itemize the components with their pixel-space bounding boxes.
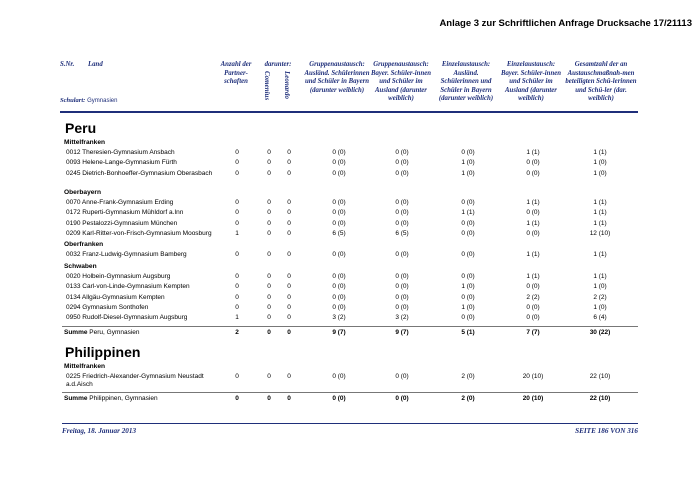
cell-comenius: 0	[267, 272, 271, 280]
cell-anzahl: 1	[235, 314, 239, 322]
cell-anzahl: 0	[235, 372, 239, 380]
cell-anzahl: 0	[235, 219, 239, 227]
table-row	[62, 169, 638, 187]
cell-leonardo: 0	[287, 303, 291, 311]
header-snr: S.Nr.	[60, 61, 75, 68]
cell-comenius: 0	[267, 314, 271, 322]
cell-comenius: 0	[267, 219, 271, 227]
table-row	[62, 208, 638, 218]
summary-cell-gesamtzahl: 22 (10)	[589, 394, 611, 402]
school-name: 0070 Anne-Frank-Gymnasium Erding	[66, 198, 174, 206]
cell-gruppen-bayer: 3 (2)	[395, 314, 409, 322]
cell-gruppen-auslaend: 0 (0)	[332, 272, 346, 280]
header-schulart-value: Gymnasien	[87, 98, 118, 104]
cell-gruppen-bayer: 0 (0)	[395, 219, 409, 227]
cell-gesamtzahl: 1 (1)	[593, 149, 607, 156]
table-row	[62, 148, 638, 158]
cell-gruppen-bayer: 0 (0)	[395, 283, 409, 291]
header-comenius: Comenius	[263, 71, 271, 101]
cell-einzel-auslaend: 0 (0)	[461, 229, 475, 237]
cell-comenius: 0	[267, 251, 271, 259]
cell-gruppen-bayer: 0 (0)	[395, 293, 409, 301]
cell-gruppen-bayer: 0 (0)	[395, 169, 409, 177]
header-schulart-label: Schulart:	[60, 97, 86, 104]
header-gesamtzahl: Gesamtzahl der an Austauschmaßnah-men beteiligten Schü-lerinnen und Schü-ler (dar. weiblich)	[565, 61, 637, 103]
header-anzahl: Anzahl der Partner-schaften	[220, 61, 252, 86]
cell-gesamtzahl: 1 (0)	[593, 303, 607, 311]
school-name: 0133 Carl-von-Linde-Gymnasium Kempten	[66, 283, 190, 291]
summary-cell-gruppen-bayer: 9 (7)	[395, 328, 409, 336]
cell-gesamtzahl: 2 (2)	[593, 293, 607, 301]
cell-gesamtzahl: 1 (1)	[593, 272, 607, 280]
school-name: 0190 Pestalozzi-Gymnasium München	[66, 219, 178, 227]
cell-einzel-bayer: 0 (0)	[526, 209, 540, 217]
summary-cell-leonardo: 0	[287, 394, 291, 402]
cell-gesamtzahl: 22 (10)	[589, 372, 611, 380]
school-name: 0245 Dietrich-Bonhoeffer-Gymnasium Oberasbach	[66, 169, 213, 177]
cell-gruppen-auslaend: 0 (0)	[332, 293, 346, 301]
cell-comenius: 0	[267, 149, 271, 156]
cell-leonardo: 0	[287, 169, 291, 177]
cell-gruppen-auslaend: 0 (0)	[332, 169, 346, 177]
table-body	[62, 119, 638, 404]
header-gruppen-auslaend: Gruppenaustausch: Ausländ. Schülerinnen und Schüler in Bayern (darunter weiblich)	[304, 61, 370, 94]
cell-einzel-auslaend: 0 (0)	[461, 198, 475, 206]
cell-gruppen-auslaend: 0 (0)	[332, 283, 346, 291]
cell-einzel-auslaend: 2 (0)	[461, 372, 475, 380]
summary-cell-einzel-auslaend: 5 (1)	[461, 328, 475, 336]
summary-row	[62, 326, 638, 338]
region-heading: Oberbayern	[64, 188, 102, 196]
summary-text: Peru, Gymnasien	[89, 328, 140, 336]
cell-anzahl: 0	[235, 169, 239, 177]
cell-comenius: 0	[267, 372, 271, 380]
cell-gesamtzahl: 1 (1)	[593, 198, 607, 206]
cell-einzel-bayer: 20 (10)	[522, 372, 544, 380]
school-name: 0950 Rudolf-Diesel-Gymnasium Augsburg	[66, 314, 188, 322]
summary-row	[62, 392, 638, 404]
cell-gruppen-bayer: 0 (0)	[395, 198, 409, 206]
header-land: Land	[88, 61, 103, 68]
cell-comenius: 0	[267, 229, 271, 237]
cell-gesamtzahl: 1 (1)	[593, 219, 607, 227]
cell-gesamtzahl: 1 (0)	[593, 283, 607, 291]
summary-cell-einzel-auslaend: 2 (0)	[461, 394, 475, 402]
region-heading: Mittelfranken	[64, 362, 106, 370]
header-einzel-bayer: Einzelaustausch: Bayer. Schüler-innen und Schüler im Ausland (darunter weiblich)	[500, 61, 562, 103]
table-row	[62, 219, 638, 229]
cell-einzel-bayer: 1 (1)	[526, 149, 540, 156]
cell-leonardo: 0	[287, 293, 291, 301]
cell-anzahl: 0	[235, 272, 239, 280]
table-row	[62, 158, 638, 168]
cell-leonardo: 0	[287, 283, 291, 291]
table-row	[62, 303, 638, 313]
cell-gruppen-bayer: 0 (0)	[395, 272, 409, 280]
header-einzel-auslaend: Einzelaustausch: Ausländ. Schülerinnen und Schüler in Bayern (darunter weiblich)	[438, 61, 494, 103]
cell-gruppen-bayer: 0 (0)	[395, 159, 409, 167]
cell-comenius: 0	[267, 198, 271, 206]
region-heading: Oberfranken	[64, 241, 104, 249]
country-heading: Philippinen	[65, 343, 141, 360]
summary-cell-gruppen-auslaend: 9 (7)	[332, 328, 346, 336]
school-name: 0209 Karl-Ritter-von-Frisch-Gymnasium Moosburg	[66, 229, 212, 237]
cell-leonardo: 0	[287, 198, 291, 206]
cell-einzel-bayer: 2 (2)	[526, 293, 540, 301]
region-heading: Schwaben	[64, 262, 97, 270]
cell-gruppen-bayer: 0 (0)	[395, 372, 409, 380]
cell-anzahl: 0	[235, 283, 239, 291]
cell-einzel-auslaend: 0 (0)	[461, 251, 475, 259]
cell-einzel-bayer: 1 (1)	[526, 219, 540, 227]
footer-date: Freitag, 18. Januar 2013	[62, 427, 137, 435]
school-name: 0032 Franz-Ludwig-Gymnasium Bamberg	[66, 251, 187, 259]
cell-gesamtzahl: 1 (0)	[593, 169, 607, 177]
cell-gruppen-auslaend: 0 (0)	[332, 303, 346, 311]
summary-text: Philippinen, Gymnasien	[89, 394, 158, 402]
table-row	[62, 272, 638, 282]
cell-gesamtzahl: 6 (4)	[593, 314, 607, 322]
cell-leonardo: 0	[287, 209, 291, 217]
school-name: 0093 Helene-Lange-Gymnasium Fürth	[66, 159, 177, 167]
summary-cell-anzahl: 0	[235, 394, 239, 402]
table-row	[62, 229, 638, 239]
cell-gruppen-bayer: 6 (5)	[395, 229, 409, 237]
school-name: 0172 Ruperti-Gymnasium Mühldorf a.Inn	[66, 209, 184, 217]
school-name: 0294 Gymnasium Sonthofen	[66, 303, 149, 311]
cell-einzel-bayer: 1 (1)	[526, 198, 540, 206]
cell-leonardo: 0	[287, 314, 291, 322]
summary-cell-comenius: 0	[267, 328, 271, 336]
summary-cell-anzahl: 2	[235, 328, 239, 336]
cell-anzahl: 0	[235, 149, 239, 156]
cell-leonardo: 0	[287, 272, 291, 280]
cell-gruppen-auslaend: 0 (0)	[332, 209, 346, 217]
summary-cell-gruppen-bayer: 0 (0)	[395, 394, 409, 402]
table-row	[62, 313, 638, 323]
summary-keyword: Summe	[64, 328, 88, 336]
cell-einzel-bayer: 0 (0)	[526, 159, 540, 167]
cell-einzel-auslaend: 1 (0)	[461, 169, 475, 177]
school-name: 0012 Theresien-Gymnasium Ansbach	[66, 149, 175, 156]
cell-einzel-auslaend: 1 (0)	[461, 159, 475, 167]
cell-einzel-auslaend: 0 (0)	[461, 314, 475, 322]
cell-einzel-auslaend: 1 (0)	[461, 283, 475, 291]
summary-label	[64, 393, 158, 405]
summary-label	[64, 327, 140, 339]
cell-gruppen-auslaend: 0 (0)	[332, 159, 346, 167]
cell-leonardo: 0	[287, 159, 291, 167]
region-heading: Mittelfranken	[64, 139, 106, 146]
cell-comenius: 0	[267, 209, 271, 217]
cell-einzel-bayer: 1 (1)	[526, 272, 540, 280]
table-row	[62, 250, 638, 260]
footer-page-number: SEITE 186 VON 316	[575, 427, 638, 435]
cell-anzahl: 1	[235, 229, 239, 237]
header-schulart	[60, 97, 117, 104]
cell-gruppen-bayer: 0 (0)	[395, 303, 409, 311]
cell-gesamtzahl: 1 (1)	[593, 251, 607, 259]
header-gruppen-bayer: Gruppenaustausch: Bayer. Schüler-innen und Schüler im Ausland (darunter weiblich)	[370, 61, 432, 103]
cell-gruppen-bayer: 0 (0)	[395, 251, 409, 259]
header-darunter: darunter:	[264, 61, 292, 68]
cell-einzel-bayer: 0 (0)	[526, 303, 540, 311]
cell-einzel-bayer: 0 (0)	[526, 283, 540, 291]
summary-keyword: Summe	[64, 394, 88, 402]
cell-anzahl: 0	[235, 159, 239, 167]
summary-cell-leonardo: 0	[287, 328, 291, 336]
cell-anzahl: 0	[235, 209, 239, 217]
header-leonardo: Leonardo	[283, 71, 291, 99]
cell-einzel-auslaend: 0 (0)	[461, 293, 475, 301]
cell-gruppen-auslaend: 0 (0)	[332, 251, 346, 259]
cell-gruppen-bayer: 0 (0)	[395, 149, 409, 156]
cell-comenius: 0	[267, 159, 271, 167]
cell-comenius: 0	[267, 293, 271, 301]
cell-gruppen-auslaend: 0 (0)	[332, 149, 346, 156]
cell-einzel-bayer: 0 (0)	[526, 314, 540, 322]
school-name: 0225 Friedrich-Alexander-Gymnasium Neustadt a.d.Aisch	[66, 372, 204, 388]
summary-cell-gesamtzahl: 30 (22)	[589, 328, 611, 336]
cell-comenius: 0	[267, 303, 271, 311]
cell-einzel-auslaend: 1 (0)	[461, 303, 475, 311]
cell-gesamtzahl: 1 (0)	[593, 159, 607, 167]
school-name: 0020 Holbein-Gymnasium Augsburg	[66, 272, 171, 280]
country-heading: Peru	[65, 120, 97, 136]
table-header	[60, 61, 638, 113]
cell-gruppen-auslaend: 0 (0)	[332, 219, 346, 227]
cell-gesamtzahl: 1 (1)	[593, 209, 607, 217]
cell-einzel-auslaend: 0 (0)	[461, 149, 475, 156]
cell-gruppen-auslaend: 3 (2)	[332, 314, 346, 322]
table-row	[62, 198, 638, 208]
cell-gesamtzahl: 12 (10)	[589, 229, 611, 237]
cell-anzahl: 0	[235, 303, 239, 311]
cell-leonardo: 0	[287, 149, 291, 156]
summary-cell-comenius: 0	[267, 394, 271, 402]
summary-cell-einzel-bayer: 7 (7)	[526, 328, 540, 336]
cell-einzel-bayer: 1 (1)	[526, 251, 540, 259]
cell-gruppen-auslaend: 0 (0)	[332, 198, 346, 206]
summary-cell-gruppen-auslaend: 0 (0)	[332, 394, 346, 402]
cell-comenius: 0	[267, 169, 271, 177]
document-reference: Anlage 3 zur Schriftlichen Anfrage Drucksache 17/21113	[439, 18, 692, 29]
cell-leonardo: 0	[287, 219, 291, 227]
cell-anzahl: 0	[235, 293, 239, 301]
cell-einzel-auslaend: 0 (0)	[461, 272, 475, 280]
cell-gruppen-auslaend: 0 (0)	[332, 372, 346, 380]
table-row	[62, 372, 638, 390]
cell-leonardo: 0	[287, 229, 291, 237]
cell-leonardo: 0	[287, 372, 291, 380]
table-row	[62, 282, 638, 292]
cell-gruppen-auslaend: 6 (5)	[332, 229, 346, 237]
cell-comenius: 0	[267, 283, 271, 291]
cell-einzel-bayer: 0 (0)	[526, 169, 540, 177]
school-name: 0134 Allgäu-Gymnasium Kempten	[66, 293, 165, 301]
page-footer	[62, 423, 638, 435]
summary-cell-einzel-bayer: 20 (10)	[522, 394, 544, 402]
cell-gruppen-bayer: 0 (0)	[395, 209, 409, 217]
cell-anzahl: 0	[235, 251, 239, 259]
cell-einzel-auslaend: 0 (0)	[461, 219, 475, 227]
cell-anzahl: 0	[235, 198, 239, 206]
cell-leonardo: 0	[287, 251, 291, 259]
table-row	[62, 293, 638, 303]
cell-einzel-bayer: 0 (0)	[526, 229, 540, 237]
cell-einzel-auslaend: 1 (1)	[461, 209, 475, 217]
